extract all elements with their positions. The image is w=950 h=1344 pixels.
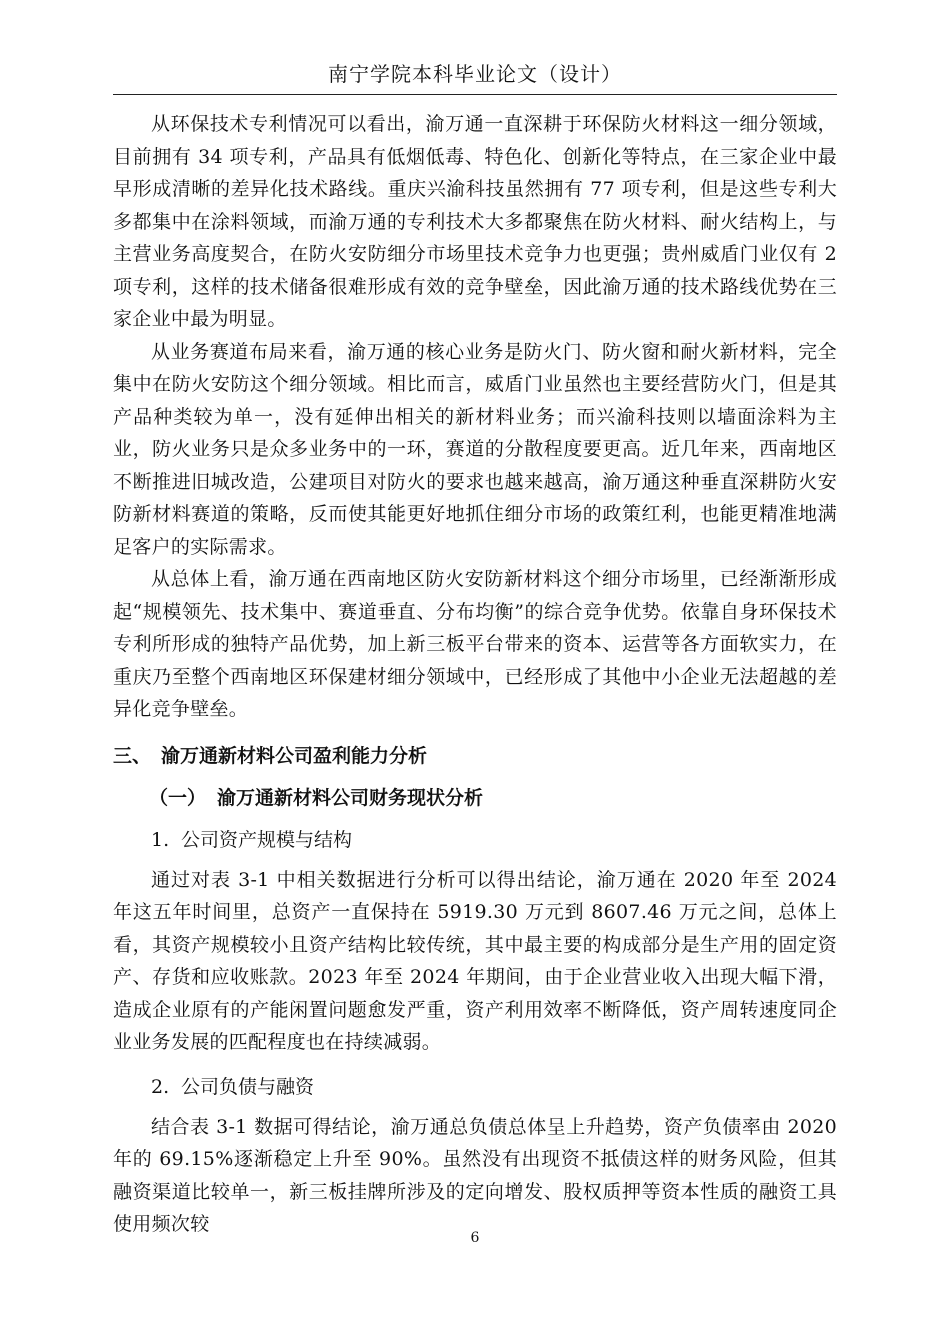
paragraph-assets: 通过对表 3-1 中相关数据进行分析可以得出结论，渝万通在 2020 年至 2024 年这五年时间里，总资产一直保持在 5919.30 万元到 8607.46 万元之间，总体上看，其资产规模较小且资产结构比较传统，其中最主要的构成部分是生产用的固定资产、存货和应收账款。2023 年至 2024 年期间，由于企业营业收入出现大幅下滑，造成企业原有的产能闲置问题愈发严重，资产利用效率不断降低，资产周转速度同企业业务发展的匹配程度也在持续减弱。 [113, 868, 837, 1053]
paragraph-patents: 从环保技术专利情况可以看出，渝万通一直深耕于环保防火材料这一细分领域，目前拥有 34 项专利，产品具有低烟低毒、特色化、创新化等特点，在三家企业中最早形成清晰的差异化技术路线。重庆兴渝科技虽然拥有 77 项专利，但是这些专利大多都集中在涂料领域，而渝万通的专利技术大多都聚焦在防火材料、耐火结构上，与主营业务高度契合，在防火安防细分市场里技术竞争力也更强；贵州威盾门业仅有 2 项专利，这样的技术储备很难形成有效的竞争壁垒，因此渝万通的技术路线优势在三家企业中最为明显。 [113, 113, 837, 330]
paragraph-overall: 从总体上看，渝万通在西南地区防火安防新材料这个细分市场里，已经渐渐形成起“规模领先、技术集中、赛道垂直、分布均衡”的综合竞争优势。依靠自身环保技术专利所形成的独特产品优势，加上新三板平台带来的资本、运营等各方面软实力，在重庆乃至整个西南地区环保建材细分领域中，已经形成了其他中小企业无法超越的差异化竞争壁垒。 [113, 568, 837, 720]
paragraph-liabilities: 结合表 3-1 数据可得结论，渝万通总负债总体呈上升趋势，资产负债率由 2020 年的 69.15%逐渐稳定上升至 90%。虽然没有出现资不抵债这样的财务风险，但其融资渠道比较单一，新三板挂牌所涉及的定向增发、股权质押等资本性质的融资工具使用频次较 [113, 1115, 837, 1235]
paragraph-business-track: 从业务赛道布局来看，渝万通的核心业务是防火门、防火窗和耐火新材料，完全集中在防火安防这个细分领域。相比而言，威盾门业虽然也主要经营防火门，但是其产品种类较为单一，没有延伸出相关的新材料业务；而兴渝科技则以墙面涂料为主业，防火业务只是众多业务中的一环，赛道的分散程度要更高。近几年来，西南地区不断推进旧城改造，公建项目对防火的要求也越来越高，渝万通这种垂直深耕防火安防新材料赛道的策略，反而使其能更好地抓住细分市场的政策红利，也能更精准地满足客户的实际需求。 [113, 340, 837, 558]
item-heading-2 [113, 1071, 837, 1103]
section-number: 三、 [113, 744, 152, 767]
section-title: 渝万通新材料公司盈利能力分析 [161, 744, 428, 767]
item-number-2: 2. [151, 1075, 170, 1098]
header-divider [113, 94, 837, 95]
item-title-2: 公司负债与融资 [181, 1075, 315, 1098]
item-number-1: 1. [151, 828, 170, 851]
item-title-1: 公司资产规模与结构 [181, 828, 353, 851]
subsection-number: （一） [149, 786, 207, 809]
page-number: 6 [470, 1230, 480, 1246]
subsection-title: 渝万通新材料公司财务现状分析 [217, 786, 484, 809]
page-header-title: 南宁学院本科毕业论文（设计） [328, 62, 622, 86]
item-heading-1 [113, 824, 837, 856]
section-heading [113, 740, 837, 772]
subsection-heading [113, 782, 837, 814]
page-body [113, 108, 837, 1241]
